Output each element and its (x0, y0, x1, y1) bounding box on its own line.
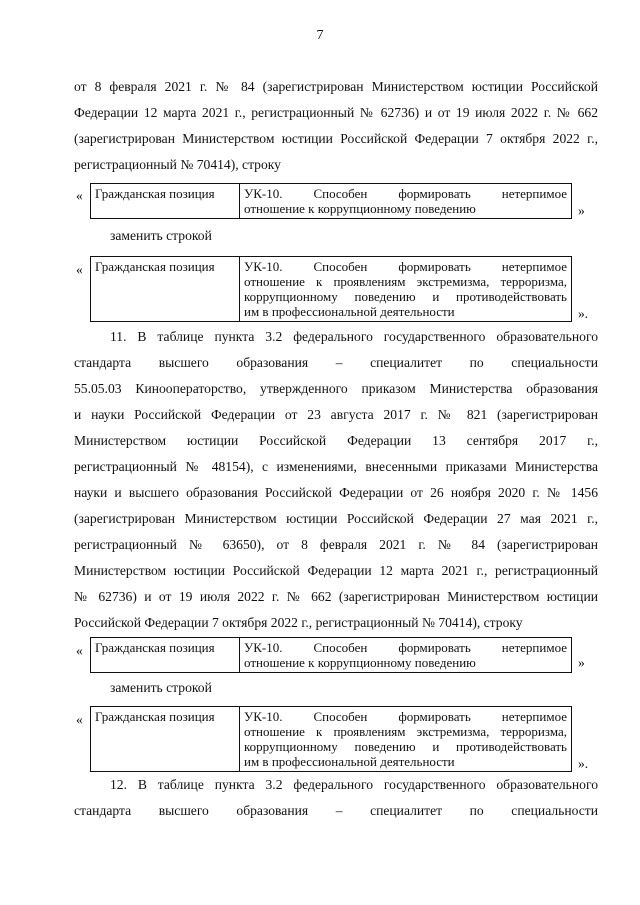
open-quote: « (76, 188, 83, 203)
table-row-old-2 (90, 637, 572, 673)
para1-line-1: от 8 февраля 2021 г. № 84 (зарегистрирован Министерством юстиции Российской (74, 79, 598, 94)
cell-line: отношение к коррупционному поведению (244, 201, 476, 216)
para12-line-1: 12. В таблице пункта 3.2 федерального государственного образовательного (110, 777, 598, 792)
cell-line: отношение к коррупционному поведению (244, 655, 476, 670)
table-row-new-1 (90, 256, 572, 322)
open-quote: « (76, 262, 83, 277)
cell-line: коррупционному поведению и противодействовать (244, 739, 567, 754)
close-quote-dot: ». (578, 306, 589, 321)
cell-line: отношение к проявлениям экстремизма, терроризма, (244, 274, 567, 289)
row-new-competence-text (240, 707, 572, 772)
para11-line-1: 11. В таблице пункта 3.2 федерального государственного образовательного (110, 329, 598, 344)
cell-line: УК-10. Способен формировать нетерпимое (244, 640, 567, 655)
cell-line: коррупционному поведению и противодействовать (244, 289, 567, 304)
cell-line: УК-10. Способен формировать нетерпимое (244, 186, 567, 201)
cell-line: отношение к проявлениям экстремизма, терроризма, (244, 724, 567, 739)
row-new-competence-group: Гражданская позиция (91, 257, 240, 322)
para11-line-3: 55.05.03 Кинооператорство, утвержденного приказом Министерства образования (74, 381, 598, 396)
para11-line-11: № 62736) и от 19 июля 2022 г. № 662 (зарегистрирован Министерством юстиции (74, 589, 598, 604)
table-row-new-2 (90, 706, 572, 772)
close-quote: » (578, 203, 585, 218)
para11-line-9: регистрационный № 63650), от 8 февраля 2021 г. № 84 (зарегистрирован (74, 537, 598, 552)
row-new-competence-group: Гражданская позиция (91, 707, 240, 772)
cell-line: им в профессиональной деятельности (244, 304, 455, 319)
para11-line-7: науки и высшего образования Российской Федерации от 26 ноября 2020 г. № 1456 (74, 485, 598, 500)
close-quote-dot: ». (578, 756, 589, 771)
para1-line-4: регистрационный № 70414), строку (74, 157, 281, 172)
table-row-old-1 (90, 183, 572, 219)
para11-line-10: Министерством юстиции Российской Федерации 12 марта 2021 г., регистрационный (74, 563, 598, 578)
replace-label: заменить строкой (110, 228, 212, 243)
replace-label: заменить строкой (110, 680, 212, 695)
open-quote: « (76, 643, 83, 658)
open-quote: « (76, 712, 83, 727)
row-new-competence-text (240, 257, 572, 322)
row-old-competence-text (240, 184, 572, 219)
para11-line-8: (зарегистрирован Министерством юстиции Российской Федерации 27 мая 2021 г., (74, 511, 598, 526)
para11-line-2: стандарта высшего образования – специалитет по специальности (74, 355, 598, 370)
cell-line: им в профессиональной деятельности (244, 754, 455, 769)
cell-line: УК-10. Способен формировать нетерпимое (244, 709, 567, 724)
row-old-competence-text (240, 638, 572, 673)
para12-line-2: стандарта высшего образования – специалитет по специальности (74, 803, 598, 818)
close-quote: » (578, 655, 585, 670)
para1-line-3: (зарегистрирован Министерством юстиции Российской Федерации 7 октября 2022 г., (74, 131, 598, 146)
para11-line-12: Российской Федерации 7 октября 2022 г., регистрационный № 70414), строку (74, 615, 523, 630)
para11-line-4: и науки Российской Федерации от 23 августа 2017 г. № 821 (зарегистрирован (74, 407, 598, 422)
cell-line: УК-10. Способен формировать нетерпимое (244, 259, 567, 274)
para11-line-6: регистрационный № 48154), с изменениями, внесенными приказами Министерства (74, 459, 598, 474)
page-number: 7 (316, 28, 324, 43)
row-old-competence-group: Гражданская позиция (91, 184, 240, 219)
row-old-competence-group: Гражданская позиция (91, 638, 240, 673)
para11-line-5: Министерством юстиции Российской Федерации 13 сентября 2017 г., (74, 433, 598, 448)
para1-line-2: Федерации 12 марта 2021 г., регистрационный № 62736) и от 19 июля 2022 г. № 662 (74, 105, 598, 120)
